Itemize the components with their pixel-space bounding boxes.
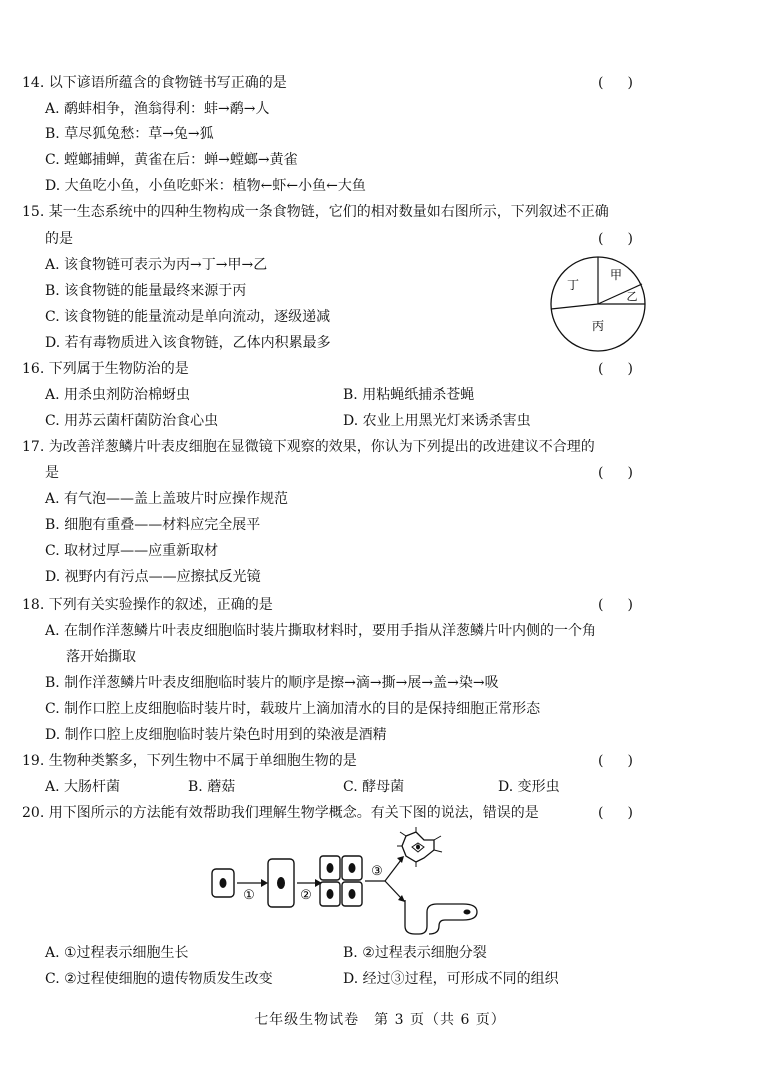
q18-option-a-cont: 落开始撕取	[66, 649, 136, 665]
pie-label-jia: 甲	[609, 268, 623, 282]
page-footer: 七年级生物试卷 第 3 页（共 6 页）	[254, 1012, 506, 1028]
q20-option-a: A. ①过程表示细胞生长	[45, 945, 189, 961]
q16-stem: 16. 下列属于生物防治的是	[22, 361, 189, 377]
q14-option-a: A. 鹬蚌相争，渔翁得利：蚌→鹬→人	[45, 101, 270, 117]
q15-pie-figure	[548, 254, 648, 354]
q17-option-b: B. 细胞有重叠——材料应完全展平	[45, 517, 261, 533]
q20-stem: 20. 用下图所示的方法能有效帮助我们理解生物学概念。有关下图的说法，错误的是	[22, 805, 539, 821]
q14-stem: 14. 以下谚语所蕴含的食物链书写正确的是	[22, 75, 287, 91]
pie-label-yi: 乙	[626, 290, 638, 303]
q19-option-d: D. 变形虫	[498, 779, 560, 795]
pie-divider-left	[551, 304, 598, 309]
q20-option-d: D. 经过③过程，可形成不同的组织	[343, 971, 559, 987]
label-step-3: ③	[371, 864, 383, 879]
q20-option-c: C. ②过程使细胞的遗传物质发生改变	[45, 971, 273, 987]
divided-cell-nucleus-1	[327, 863, 334, 873]
q15-option-b: B. 该食物链的能量最终来源于丙	[45, 283, 247, 299]
q15-option-a: A. 该食物链可表示为丙→丁→甲→乙	[45, 257, 268, 273]
arrow-3-down	[385, 881, 401, 898]
arrow-1-head	[261, 879, 268, 887]
small-cell-nucleus	[220, 878, 227, 888]
label-step-1: ①	[243, 888, 255, 903]
q15-option-d: D. 若有毒物质进入该食物链，乙体内积累最多	[45, 335, 331, 351]
q15-stem-line2: 的是	[45, 231, 73, 247]
q20-cell-diagram	[205, 826, 495, 936]
q18-option-a: A. 在制作洋葱鳞片叶表皮细胞临时装片撕取材料时，要用手指从洋葱鳞片叶内侧的一个角	[45, 623, 597, 639]
q17-stem-line1: 17. 为改善洋葱鳞片叶表皮细胞在显微镜下观察的效果，你认为下列提出的改进建议不合理的	[22, 439, 595, 455]
q20-option-b: B. ②过程表示细胞分裂	[343, 945, 487, 961]
q19-option-b: B. 蘑菇	[188, 779, 236, 795]
q17-answer-blank[interactable]: ( )	[598, 465, 633, 481]
q19-answer-blank[interactable]: ( )	[598, 753, 633, 769]
q16-option-d: D. 农业上用黑光灯来诱杀害虫	[343, 413, 531, 429]
q18-option-c: C. 制作口腔上皮细胞临时装片时，载玻片上滴加清水的目的是保持细胞正常形态	[45, 701, 541, 717]
q17-option-a: A. 有气泡——盖上盖玻片时应操作规范	[45, 491, 289, 507]
q15-answer-blank[interactable]: ( )	[598, 231, 633, 247]
q17-stem-line2: 是	[45, 465, 59, 481]
arrow-3-up	[385, 860, 401, 881]
q18-answer-blank[interactable]: ( )	[598, 597, 633, 613]
q17-option-d: D. 视野内有污点——应擦拭反光镜	[45, 569, 261, 585]
pie-label-ding: 丁	[566, 278, 580, 292]
q16-answer-blank[interactable]: ( )	[598, 361, 633, 377]
divided-cell-nucleus-2	[349, 863, 356, 873]
q15-option-c: C. 该食物链的能量流动是单向流动，逐级递减	[45, 309, 331, 325]
q20-answer-blank[interactable]: ( )	[598, 805, 633, 821]
divided-cell-nucleus-3	[327, 889, 334, 899]
q18-stem: 18. 下列有关实验操作的叙述，正确的是	[22, 597, 273, 613]
q15-stem-line1: 15. 某一生态系统中的四种生物构成一条食物链，它们的相对数量如右图所示，下列叙述不正确	[22, 204, 609, 220]
q16-option-b: B. 用粘蝇纸捕杀苍蝇	[343, 387, 475, 403]
q16-option-a: A. 用杀虫剂防治棉蚜虫	[45, 387, 191, 403]
label-step-2: ②	[300, 888, 312, 903]
q16-option-c: C. 用苏云菌杆菌防治食心虫	[45, 413, 219, 429]
q18-option-d: D. 制作口腔上皮细胞临时装片染色时用到的染液是酒精	[45, 727, 387, 743]
q19-option-c: C. 酵母菌	[343, 779, 405, 795]
q14-answer-blank[interactable]: ( )	[598, 75, 633, 91]
pie-label-bing: 丙	[591, 319, 605, 333]
q19-option-a: A. 大肠杆菌	[45, 779, 121, 795]
arrow-3-up-head	[397, 856, 404, 863]
q14-option-b: B. 草尽狐兔愁：草→兔→狐	[45, 126, 214, 142]
divided-cell-nucleus-4	[349, 889, 356, 899]
q17-option-c: C. 取材过厚——应重新取材	[45, 543, 219, 559]
q14-option-c: C. 螳螂捕蝉，黄雀在后：蝉→螳螂→黄雀	[45, 152, 298, 168]
q14-option-d: D. 大鱼吃小鱼，小鱼吃虾米：植物←虾←小鱼←大鱼	[45, 178, 366, 194]
branched-cell	[397, 827, 442, 867]
q18-option-b: B. 制作洋葱鳞片叶表皮细胞临时装片的顺序是擦→滴→撕→展→盖→染→吸	[45, 675, 499, 691]
grown-cell-nucleus	[277, 877, 285, 889]
elongated-cell	[405, 900, 477, 934]
q19-stem: 19. 生物种类繁多，下列生物中不属于单细胞生物的是	[22, 753, 357, 769]
